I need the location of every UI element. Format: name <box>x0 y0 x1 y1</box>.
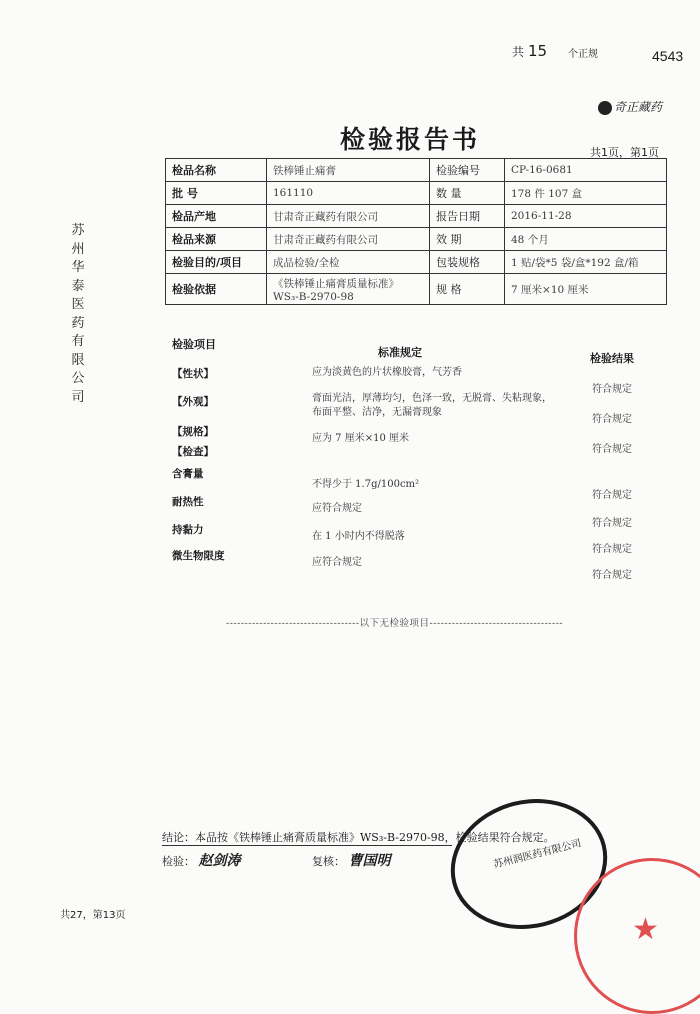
info-row <box>166 159 667 182</box>
page-count-label: 共 <box>512 45 525 59</box>
page-count-value: 15 <box>528 42 548 60</box>
info-row <box>166 274 667 305</box>
item-result: 符合规定 <box>592 414 632 425</box>
validity-value: 48 个月 <box>505 228 667 251</box>
purpose-value: 成品检验/全检 <box>267 251 430 274</box>
reviewer-name: 曹国明 <box>348 853 391 869</box>
item-label: 微生物限度 <box>172 550 225 562</box>
company-logo <box>598 98 662 115</box>
item-label: 耐热性 <box>172 496 204 508</box>
logo-mark-icon <box>598 101 612 115</box>
batch-label: 批 号 <box>166 182 267 205</box>
footer-page-count: 共27，第13页 <box>60 910 126 921</box>
item-standard: 应符合规定 <box>312 557 362 568</box>
page-note: 个正规 <box>568 49 598 60</box>
product-name-label: 检品名称 <box>166 159 267 182</box>
item-label: 【性状】 <box>172 368 214 380</box>
sidebar-company-name: 苏州华泰医药有限公司 <box>71 223 85 405</box>
items-header-item: 检验项目 <box>172 338 216 351</box>
page-count <box>512 42 547 60</box>
validity-label: 效 期 <box>430 228 505 251</box>
basis-standard-code: WS₃-B-2970-98 <box>273 290 354 303</box>
items-header-result: 检验结果 <box>590 352 634 365</box>
item-result: 符合规定 <box>592 518 632 529</box>
product-name-value: 铁棒锤止痛膏 <box>267 159 430 182</box>
inspector-label: 检验： <box>162 855 195 868</box>
reviewer-signature <box>312 850 391 870</box>
report-date-value: 2016-11-28 <box>505 205 667 228</box>
info-row <box>166 205 667 228</box>
reviewer-label: 复核： <box>312 855 345 868</box>
item-result: 符合规定 <box>592 444 632 455</box>
item-standard: 不得少于 1.7g/100cm² <box>312 479 420 490</box>
purpose-label: 检验目的/项目 <box>166 251 267 274</box>
item-result: 符合规定 <box>592 384 632 395</box>
info-row <box>166 182 667 205</box>
report-no-label: 检验编号 <box>430 159 505 182</box>
conclusion: 结论：本品按《铁棒锤止痛膏质量标准》WS₃-B-2970-98，检验结果符合规定。 <box>162 831 555 844</box>
item-label: 【规格】 <box>172 426 214 438</box>
spec-value: 7 厘米×10 厘米 <box>505 274 667 305</box>
inspector-name: 赵剑涛 <box>198 853 241 869</box>
company-seal-text: 苏州润医药有限公司 <box>492 838 583 871</box>
basis-standard-name: 《铁棒锤止痛膏质量标准》 <box>273 277 399 290</box>
page-info: 共1页，第1页 <box>590 146 659 159</box>
origin-label: 检品产地 <box>166 205 267 228</box>
origin-value: 甘肃奇正藏药有限公司 <box>267 205 430 228</box>
package-value: 1 贴/袋*5 袋/盒*192 盒/箱 <box>505 251 667 274</box>
basis-label: 检验依据 <box>166 274 267 305</box>
spec-label: 规 格 <box>430 274 505 305</box>
item-result: 符合规定 <box>592 490 632 501</box>
package-label: 包装规格 <box>430 251 505 274</box>
info-table <box>165 158 667 305</box>
info-row <box>166 228 667 251</box>
report-no-value: CP-16-0681 <box>505 159 667 182</box>
report-date-label: 报告日期 <box>430 205 505 228</box>
document-number: 4543 <box>652 48 684 64</box>
item-standard: 应为淡黄色的片状橡胶膏，气芳香 <box>312 367 462 378</box>
item-result: 符合规定 <box>592 570 632 581</box>
inspector-signature <box>162 850 241 870</box>
item-label: 【检查】 <box>172 446 214 458</box>
item-standard: 膏面光洁，厚薄均匀，色泽一致，无脱膏、失粘现象，布面平整、洁净，无漏膏现象 <box>312 393 552 418</box>
items-header-standard: 标准规定 <box>378 346 422 359</box>
source-label: 检品来源 <box>166 228 267 251</box>
item-standard: 应符合规定 <box>312 503 362 514</box>
quantity-label: 数 量 <box>430 182 505 205</box>
basis-value <box>267 274 430 305</box>
batch-value: 161110 <box>267 182 430 205</box>
item-standard: 应为 7 厘米×10 厘米 <box>312 433 410 444</box>
logo-text: 奇正藏药 <box>614 100 663 114</box>
item-standard: 在 1 小时内不得脱落 <box>312 531 405 542</box>
item-result: 符合规定 <box>592 544 632 555</box>
item-label: 含膏量 <box>172 468 204 480</box>
conclusion-underline <box>162 845 452 846</box>
info-row <box>166 251 667 274</box>
item-label: 【外观】 <box>172 396 214 408</box>
page-title: 检验报告书 <box>340 125 481 154</box>
quantity-value: 178 件 107 盒 <box>505 182 667 205</box>
source-value: 甘肃奇正藏药有限公司 <box>267 228 430 251</box>
item-label: 持黏力 <box>172 524 204 536</box>
end-of-items-divider: ------------------------------------以下无检验项目------------------------------------ <box>226 618 564 629</box>
star-icon: ★ <box>632 912 659 947</box>
